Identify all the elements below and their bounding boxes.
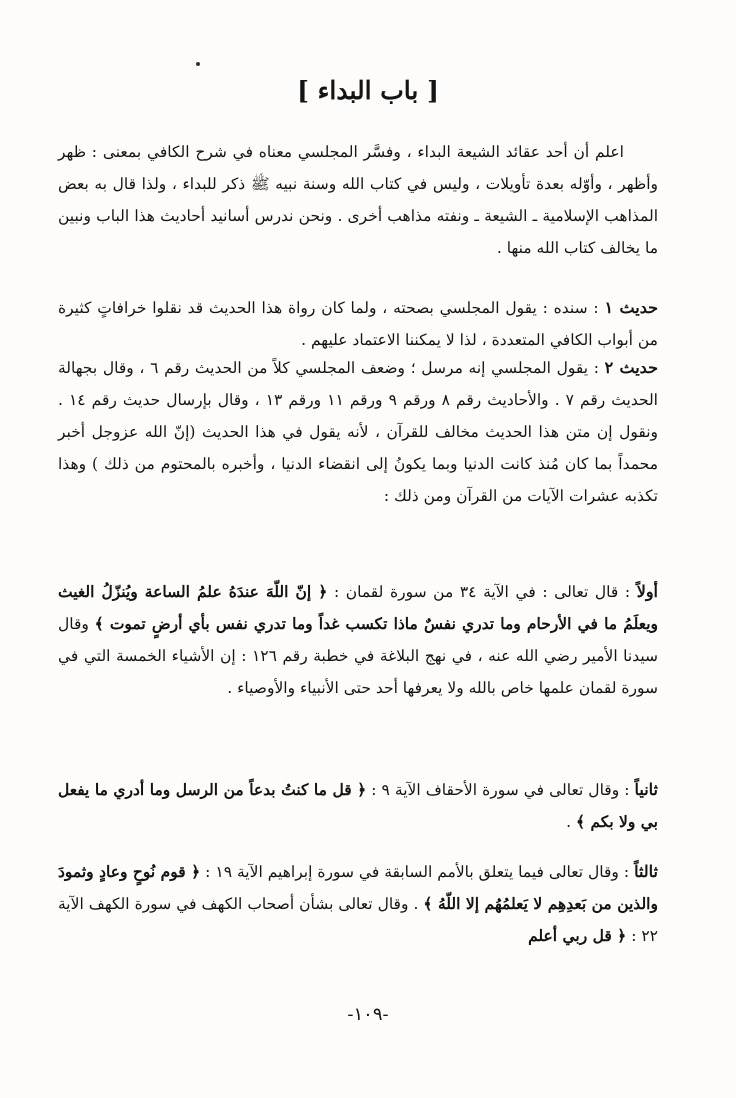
second-point-lead: : وقال تعالى في سورة الأحقاف الآية ٩ :	[371, 781, 630, 799]
first-point-lead: : قال تعالى : في الآية ٣٤ من سورة لقمان :	[333, 583, 631, 601]
page-number: -١٠٩-	[347, 1004, 389, 1025]
page-title: [ باب البداء ]	[297, 76, 439, 105]
hadith-2-paragraph	[58, 352, 658, 512]
first-point-paragraph	[58, 576, 658, 704]
hadith-1-paragraph	[58, 292, 658, 356]
hadith-2-text: : يقول المجلسي إنه مرسل ؛ وضعف المجلسي كلاً من الحديث رقم ٦ ، وقال بجهالة الحديث رقم ٧ . والأحاديث رقم ٨ ورقم ٩ ورقم ١١ ورقم ١٣ ، وقال بإرسال حديث رقم ١٤ . ونقول إن متن هذا الحديث مخالف للقرآن ، لأنه يقول في هذا الحديث (إنّ الله عزوجل أخبر محمداً بما كان مُنذ كانت الدنيا وبما يكونُ إلى انقضاء الدنيا ، وأخبره بالمحتوم من ذلك ) وهذا تكذبه عشرات الآيات من القرآن ومن ذلك :	[58, 359, 658, 505]
third-point-paragraph	[58, 856, 658, 952]
third-point-verse: ﴿ قوم نُوحٍ وعادٍ وثمودَ والذين من بَعدِهِم لا يَعلمُهُم إلا اللّهُ ﴾	[58, 862, 658, 913]
second-point-tail: .	[566, 813, 572, 831]
first-point-tail: وقال سيدنا الأمير رضي الله عنه ، في نهج البلاغة في خطبة رقم ١٢٦ : إن الأشياء الخمسة التي في سورة لقمان علمها خاص بالله ولا يعرفها أحد حتى الأنبياء والأوصياء .	[58, 615, 658, 697]
second-point-label: ثانياً	[634, 780, 658, 799]
hadith-1-label: حديث ١	[604, 298, 658, 317]
first-point-verse: ﴿ إنّ اللّهَ عندَهُ علمُ الساعة ويُنزّلُ الغيث ويعلَمُ ما في الأرحام وما تدري نفسٌ ماذا تكسب غداً وما تدري نفس بأي أرضٍ تموت ﴾	[58, 582, 658, 633]
third-point-tail: . وقال تعالى بشأن أصحاب الكهف في سورة الكهف الآية ٢٢ :	[58, 895, 658, 945]
second-point-verse: ﴿ قل ما كنتُ بدعاً من الرسل وما أدري ما يفعل بي ولا بكم ﴾	[58, 780, 658, 831]
third-point-label: ثالثاً	[634, 862, 658, 881]
ink-speck	[196, 62, 200, 66]
third-point-lead: : وقال تعالى فيما يتعلق بالأمم السابقة في سورة إبراهيم الآية ١٩ :	[205, 863, 630, 881]
third-point-verse-2: ﴿ قل ربي أعلم	[528, 926, 627, 945]
hadith-2-label: حديث ٢	[604, 358, 658, 377]
hadith-1-text: : سنده : يقول المجلسي بصحته ، ولما كان رواة هذا الحديث قد نقلوا خرافاتٍ كثيرة من أبواب الكافي المتعددة ، لذا لا يمكننا الاعتماد عليهم .	[58, 299, 658, 349]
second-point-paragraph	[58, 774, 658, 838]
first-point-label: أولاً	[636, 582, 658, 601]
intro-paragraph: اعلم أن أحد عقائد الشيعة البداء ، وفسَّر المجلسي معناه في شرح الكافي بمعنى : ظهر وأظهر ، وأوّله بعدة تأويلات ، وليس في كتاب الله وسنة نبيه ﷺ ذكر للبداء ، ولذا قال به بعض المذاهب الإسلامية ـ الشيعة ـ ونفته مذاهب أخرى . ونحن ندرس أسانيد أحاديث هذا الباب ونبين ما يخالف كتاب الله منها .	[58, 143, 658, 257]
